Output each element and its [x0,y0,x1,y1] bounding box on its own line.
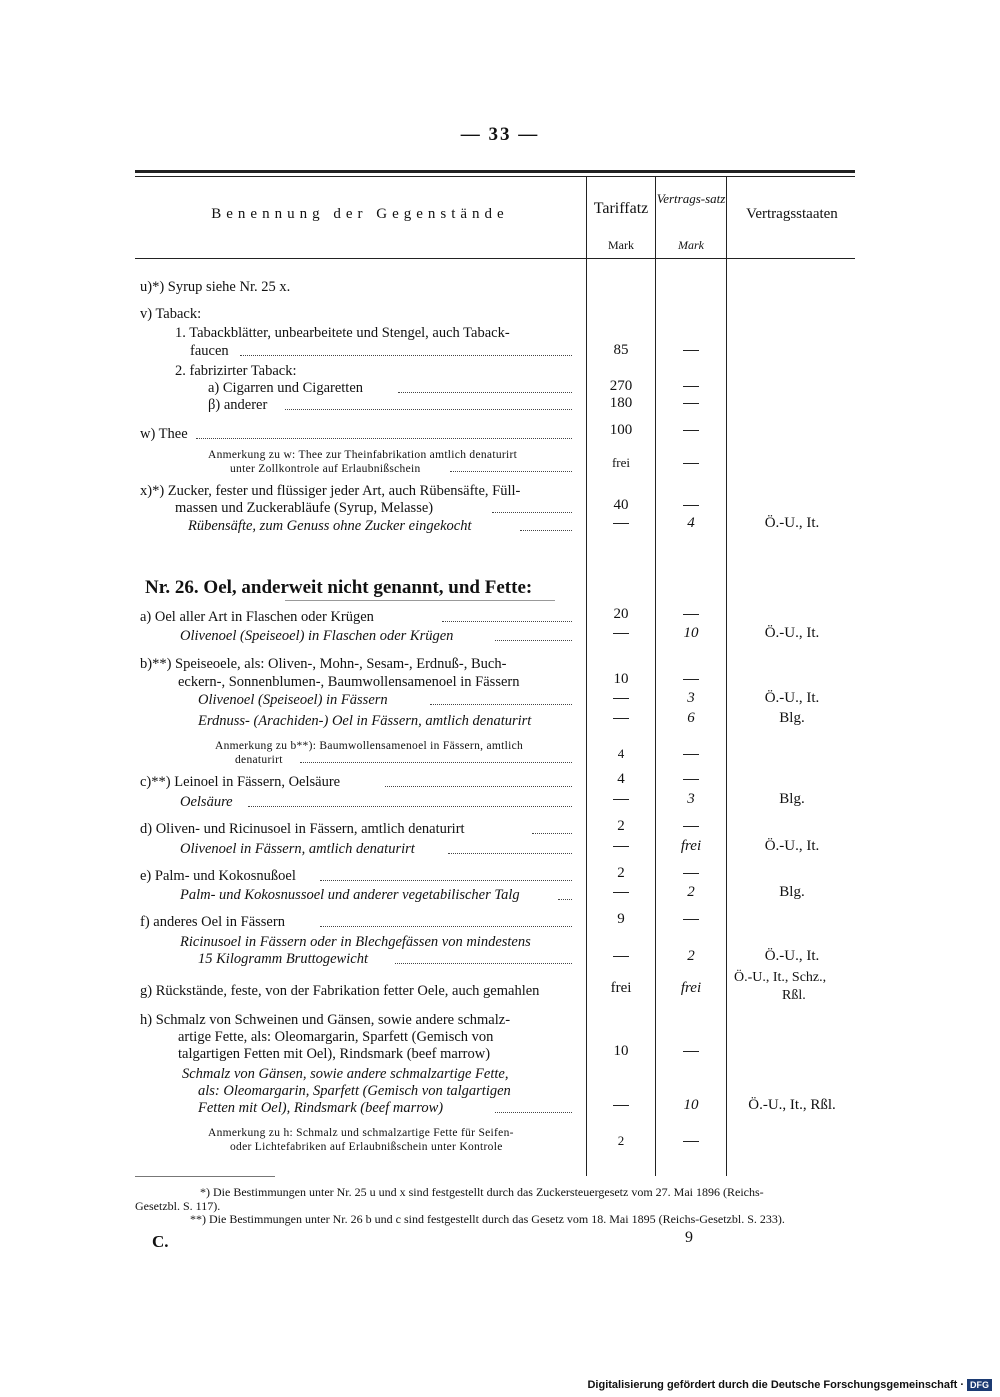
row-d1-label: d) Oliven- und Ricinusoel in Fässern, amtlich denaturirt [140,821,465,837]
tarif-v1: 85 [613,342,629,358]
dfg-logo: DFG [967,1379,992,1391]
staaten-a2: Ö.-U., It. [764,625,820,641]
staaten-e2: Blg. [779,884,805,900]
row-x1-label: x)*) Zucker, fester und flüssiger jeder Art, auch Rübensäfte, Füll- [140,483,521,499]
vertrag-f1 [656,911,726,928]
row-v2b-label: β) anderer [208,397,268,413]
staaten-g-line1: Ö.-U., It., Schz., [734,970,827,985]
leader-dots [495,640,572,641]
header-bottom-rule [135,258,855,259]
leader-dots [492,512,572,513]
sheet-number: 9 [685,1229,693,1246]
leader-dots [385,786,572,787]
row-b3-label: Olivenoel (Speiseoel) in Fässern [198,692,388,708]
tarif-w-note: frei [611,455,631,470]
row-f3-label: 15 Kilogramm Bruttogewicht [198,951,368,967]
header-tarif: Tariffatz [593,200,649,217]
row-x3-label: Rübensäfte, zum Genuss ohne Zucker eingekocht [188,518,472,534]
header-vertrag: Vertrags-satz [656,191,726,206]
vertrag-h-note [656,1133,726,1150]
tarif-h-note: 2 [617,1133,625,1148]
tarif-b2: 10 [613,671,629,687]
vertrag-d1 [656,818,726,835]
vertrag-c2: 3 [687,791,695,807]
row-v1a-label: 1. Tabackblätter, unbearbeitete und Stengel, auch Taback- [175,325,510,341]
row-h1-label: h) Schmalz von Schweinen und Gänsen, sowie andere schmalz- [140,1012,511,1028]
row-x2-label: massen und Zuckerabläufe (Syrup, Melasse) [175,500,434,516]
table-top-rule-thin [135,176,855,177]
tarif-d1: 2 [617,818,625,834]
staaten-f3: Ö.-U., It. [764,948,820,964]
row-b4-label: Erdnuss- (Arachiden-) Oel in Fässern, amtlich denaturirt [198,713,532,729]
header-staaten: Vertragsstaaten [746,206,838,222]
leader-dots [395,963,572,964]
row-h6-label: Fetten mit Oel), Rindsmark (beef marrow) [198,1100,444,1116]
leader-dots [442,621,572,622]
tarif-x3 [588,515,654,532]
row-v2a-label: a) Cigarren und Cigaretten [208,380,364,396]
row-h2-label: artige Fette, als: Oleomargarin, Sparfett (Gemisch von [178,1029,494,1045]
vertrag-g: frei [680,980,702,996]
tarif-b3 [588,690,654,707]
staaten-x3: Ö.-U., It. [764,515,820,531]
leader-dots [495,1112,572,1113]
row-v2-label: 2. fabrizirter Taback: [175,363,297,379]
leader-dots [285,409,572,410]
tarif-b-note: 4 [617,746,625,761]
vertrag-h6: 10 [683,1097,699,1113]
row-h3-label: talgartigen Fetten mit Oel), Rindsmark (beef marrow) [178,1046,491,1062]
staaten-h6: Ö.-U., It., Rßl. [748,1097,836,1113]
section-heading-nr26: Nr. 26. Oel, anderweit nicht genannt, und Fette: [145,577,533,598]
tarif-e1: 2 [617,865,625,881]
tarif-a2 [588,625,654,642]
tarif-d2 [588,838,654,855]
leader-dots [248,806,572,807]
note-b-line2: denaturirt [235,754,283,766]
vertrag-x3: 4 [687,515,695,531]
vertrag-a2: 10 [683,625,699,641]
row-g-label: g) Rückstände, feste, von der Fabrikation fetter Oele, auch gemahlen [140,983,540,999]
tarif-g: frei [610,980,632,996]
section-underline [285,600,555,601]
tarif-f3 [588,948,654,965]
staaten-g-line2: Rßl. [782,988,806,1003]
vertrag-b2 [656,671,726,688]
vertrag-f3: 2 [687,948,695,964]
vertrag-d2: frei [680,838,702,854]
header-name: Benennung der Gegenstände [211,206,509,222]
tarif-a1: 20 [613,606,629,622]
tarif-c2 [588,791,654,808]
row-a2-label: Olivenoel (Speiseoel) in Flaschen oder Krügen [180,628,454,644]
row-d2-label: Olivenoel in Fässern, amtlich denaturirt [180,841,415,857]
footnote-1-line1: *) Die Bestimmungen unter Nr. 25 u und x sind festgestellt durch das Zuckersteuergesetz vom 27. Mai 1896 (Reichs- [200,1185,764,1199]
row-h4-label: Schmalz von Gänsen, sowie andere schmalzartige Fette, [182,1066,509,1082]
vertrag-x [656,497,726,514]
tarif-x: 40 [613,497,629,513]
page-number: — 33 — [460,124,540,145]
digitization-credit [587,1379,992,1391]
row-f2-label: Ricinusoel in Fässern oder in Blechgefässen von mindestens [180,934,531,950]
tarif-h6 [588,1097,654,1114]
vertrag-e2: 2 [687,884,695,900]
vertrag-e1 [656,865,726,882]
header-tarif-unit: Mark [608,238,634,252]
row-v-label: v) Taback: [140,306,202,322]
vertrag-v2a [656,378,726,395]
leader-dots [398,392,572,393]
row-e2-label: Palm- und Kokosnussoel und anderer vegetabilischer Talg [180,887,520,903]
vertrag-b-note [656,746,726,763]
row-b1-label: b)**) Speiseoele, als: Oliven-, Mohn-, Sesam-, Erdnuß-, Buch- [140,656,507,672]
staaten-d2: Ö.-U., It. [764,838,820,854]
tarif-c1: 4 [617,771,625,787]
leader-dots [300,762,572,763]
staaten-b4: Blg. [779,710,805,726]
vertrag-v2b [656,395,726,412]
leader-dots [532,833,572,834]
vertrag-w [656,422,726,439]
tarif-h3: 10 [613,1043,629,1059]
row-f1-label: f) anderes Oel in Fässern [140,914,285,930]
leader-dots [450,471,572,472]
staaten-c2: Blg. [779,791,805,807]
row-e1-label: e) Palm- und Kokosnußoel [140,868,296,884]
row-b2-label: eckern-, Sonnenblumen-, Baumwollensamenoel in Fässern [178,674,520,690]
tarif-v2a: 270 [609,378,633,394]
tarif-e2 [588,884,654,901]
vertrag-v1 [656,342,726,359]
leader-dots [520,530,572,531]
tarif-b4 [588,710,654,727]
vertrag-h3 [656,1043,726,1060]
note-w-line2: unter Zollkontrole auf Erlaubnißschein [230,463,421,475]
note-w-line1: Anmerkung zu w: Thee zur Theinfabrikation amtlich denaturirt [208,449,518,461]
footnote-2: **) Die Bestimmungen unter Nr. 26 b und c sind festgestellt durch das Gesetz vom 18. Mai 1895 (Reichs-Gesetzbl. S. 233). [190,1212,785,1226]
note-h-line1: Anmerkung zu h: Schmalz und schmalzartige Fette für Seifen- [208,1127,514,1139]
footnote-separator [135,1176,275,1177]
tarif-f1: 9 [617,911,625,927]
tarif-v2b: 180 [609,395,633,411]
leader-dots [448,853,572,854]
vertrag-b4: 6 [687,710,695,726]
row-a1-label: a) Oel aller Art in Flaschen oder Krügen [140,609,374,625]
vertrag-w-note [656,455,726,472]
table-top-rule [135,170,855,173]
row-u-label: u)*) Syrup siehe Nr. 25 x. [140,279,291,295]
row-v1b-label: faucen [190,343,229,359]
leader-dots [558,899,572,900]
sheet-letter: C. [152,1232,169,1251]
row-w-label: w) Thee [140,426,188,442]
note-b-line1: Anmerkung zu b**): Baumwollensamenoel in Fässern, amtlich [215,740,524,752]
vertrag-a1 [656,606,726,623]
leader-dots [240,355,572,356]
footnote-1-line2: Gesetzbl. S. 117). [135,1199,221,1213]
vertrag-b3: 3 [687,690,695,706]
col-rule-staaten [726,176,727,1176]
tarif-w: 100 [609,422,633,438]
note-h-line2: oder Lichtefabriken auf Erlaubnißschein unter Kontrole [230,1141,503,1153]
digitization-text: Digitalisierung gefördert durch die Deutsche Forschungsgemeinschaft · [587,1379,964,1391]
row-h5-label: als: Oleomargarin, Sparfett (Gemisch von talgartigen [198,1083,511,1099]
vertrag-c1 [656,771,726,788]
leader-dots [196,438,572,439]
leader-dots [320,880,572,881]
leader-dots [430,704,572,705]
header-vertrag-unit: Mark [678,238,704,252]
col-rule-tarif [586,176,587,1176]
row-c2-label: Oelsäure [180,794,233,810]
leader-dots [320,926,572,927]
staaten-b3: Ö.-U., It. [764,690,820,706]
row-c1-label: c)**) Leinoel in Fässern, Oelsäure [140,774,341,790]
